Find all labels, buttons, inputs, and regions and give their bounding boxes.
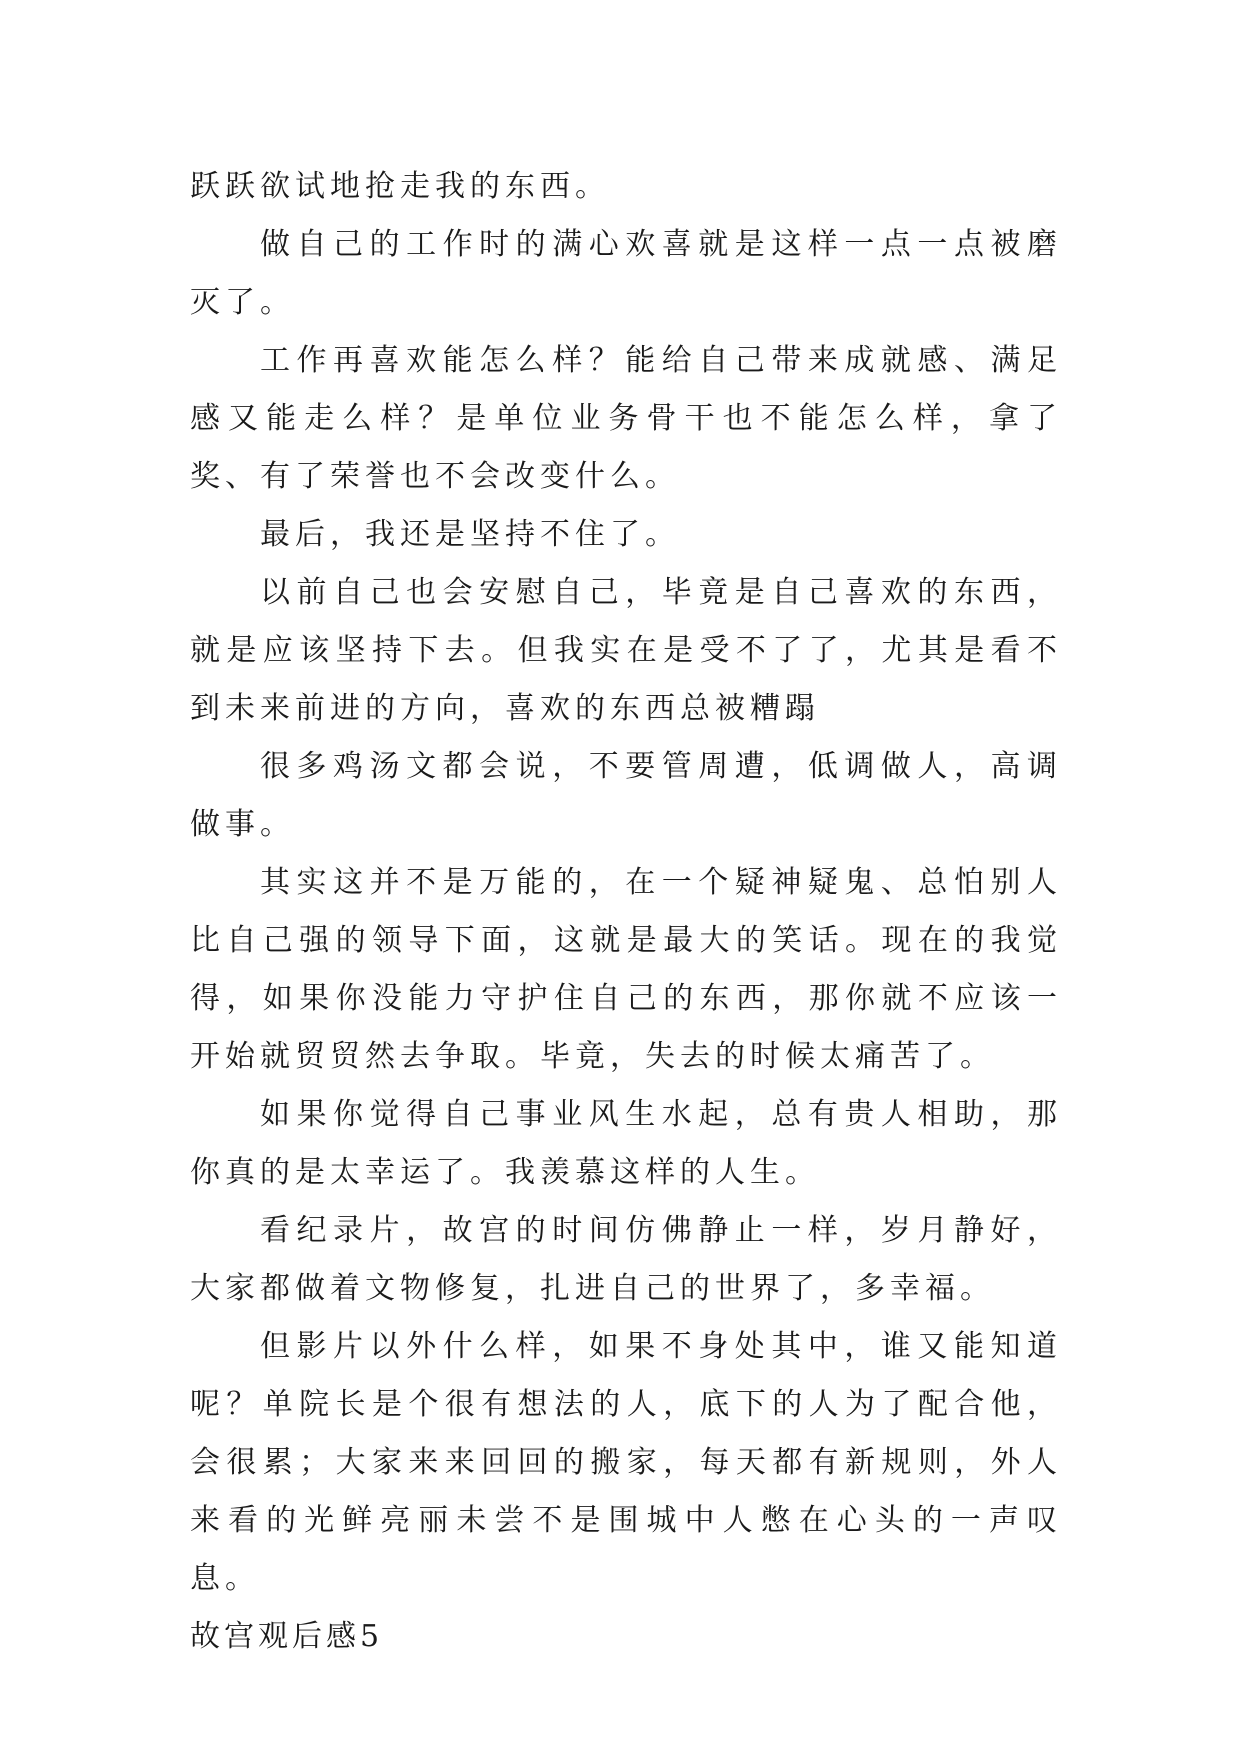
- paragraph-2: 做自己的工作时的满心欢喜就是这样一点一点被磨灭了。: [190, 227, 1062, 320]
- paragraph-9: 看纪录片，故宫的时间仿佛静止一样，岁月静好，大家都做着文物修复，扎进自己的世界了，多幸福。: [190, 1213, 1062, 1306]
- paragraph-4: 最后，我还是坚持不住了。: [260, 517, 680, 552]
- paragraph-7: 其实这并不是万能的，在一个疑神疑鬼、总怕别人比自己强的领导下面，这就是最大的笑话。现在的我觉得，如果你没能力守护住自己的东西，那你就不应该一开始就贸贸然去争取。毕竟，失去的时候太痛苦了。: [190, 865, 1062, 1074]
- section-heading: 故宫观后感5: [190, 1619, 384, 1654]
- paragraph-10: 但影片以外什么样，如果不身处其中，谁又能知道呢？单院长是个很有想法的人，底下的人为了配合他，会很累；大家来来回回的搬家，每天都有新规则，外人来看的光鲜亮丽未尝不是围城中人憋在心头的一声叹息。: [190, 1329, 1062, 1596]
- paragraph-1: 跃跃欲试地抢走我的东西。: [190, 169, 610, 204]
- paragraph-3: 工作再喜欢能怎么样？能给自己带来成就感、满足感又能走么样？是单位业务骨干也不能怎么样，拿了奖、有了荣誉也不会改变什么。: [190, 343, 1062, 494]
- paragraph-8: 如果你觉得自己事业风生水起，总有贵人相助，那你真的是太幸运了。我羡慕这样的人生。: [190, 1097, 1062, 1190]
- paragraph-5: 以前自己也会安慰自己，毕竟是自己喜欢的东西，就是应该坚持下去。但我实在是受不了了，尤其是看不到未来前进的方向，喜欢的东西总被糟蹋: [190, 575, 1062, 726]
- paragraph-6: 很多鸡汤文都会说，不要管周遭，低调做人，高调做事。: [190, 749, 1062, 842]
- document-body: [190, 158, 1062, 1666]
